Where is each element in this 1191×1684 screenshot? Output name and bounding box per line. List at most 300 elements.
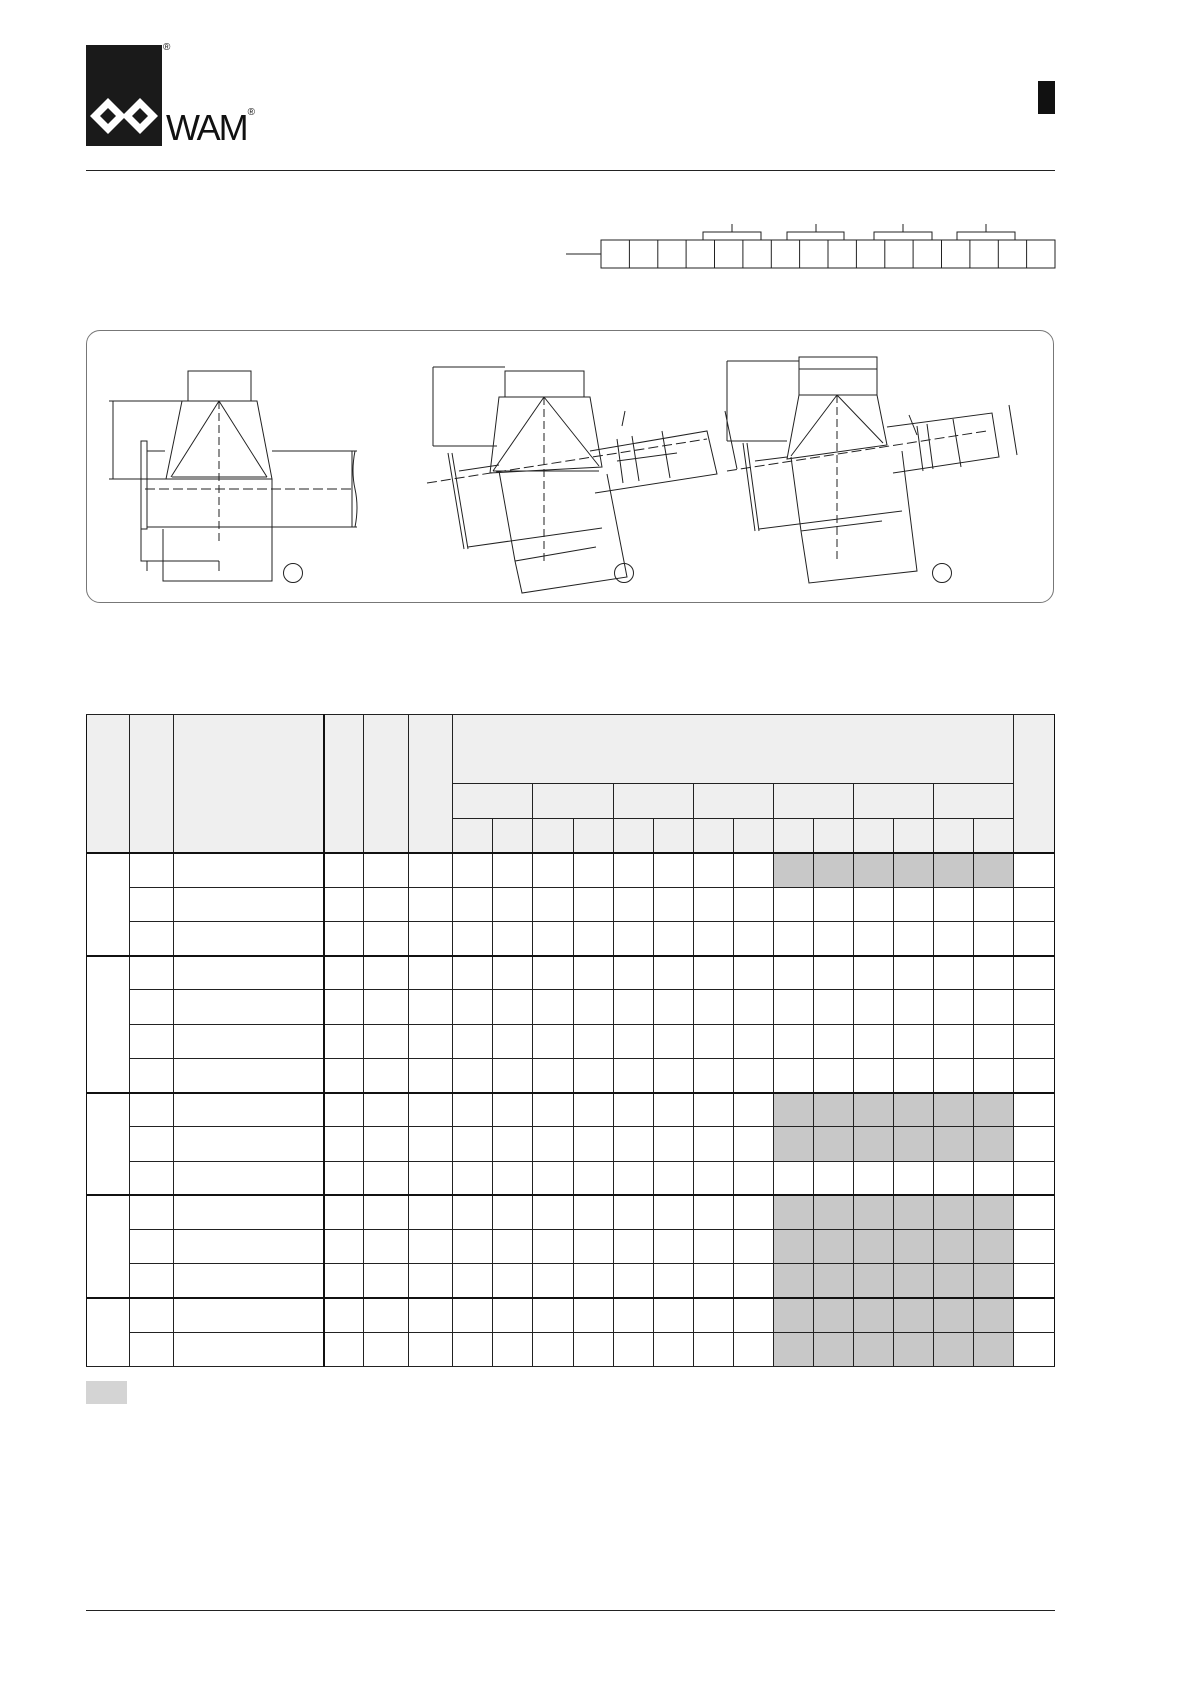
table-cell <box>174 956 325 990</box>
table-cell <box>773 1298 813 1332</box>
table-cell <box>853 1298 893 1332</box>
table-cell <box>974 887 1014 921</box>
table-cell <box>853 956 893 990</box>
table-cell <box>773 1127 813 1161</box>
header-group <box>853 784 933 819</box>
section-tab-marker <box>1038 81 1055 114</box>
variant-marker-2 <box>614 563 634 583</box>
table-cell <box>129 1058 174 1092</box>
table-cell <box>733 1024 773 1058</box>
table-cell <box>493 1024 533 1058</box>
table-cell <box>733 1093 773 1127</box>
table-cell <box>364 990 409 1024</box>
table-cell <box>653 887 693 921</box>
table-cell <box>853 887 893 921</box>
table-cell <box>853 990 893 1024</box>
table-cell <box>453 1264 493 1298</box>
registered-mark: ® <box>163 42 171 53</box>
table-cell <box>533 1298 573 1332</box>
table-cell <box>364 853 409 887</box>
table-cell <box>733 1229 773 1263</box>
table-cell <box>653 990 693 1024</box>
table-cell <box>1014 853 1055 887</box>
table-cell <box>974 1195 1014 1229</box>
table-row <box>87 1332 1055 1366</box>
table-cell <box>1014 1298 1055 1332</box>
table-cell <box>693 956 733 990</box>
table-cell <box>533 1127 573 1161</box>
table-cell <box>408 1058 453 1092</box>
table-cell <box>653 1264 693 1298</box>
table-cell <box>129 853 174 887</box>
table-cell <box>613 956 653 990</box>
table-cell <box>613 1332 653 1366</box>
table-cell <box>453 1024 493 1058</box>
table-cell <box>733 1298 773 1332</box>
table-cell <box>693 853 733 887</box>
table-row <box>87 1058 1055 1092</box>
table-cell <box>853 1229 893 1263</box>
table-cell <box>364 1058 409 1092</box>
table-cell <box>453 1195 493 1229</box>
table-cell <box>493 1229 533 1263</box>
table-cell <box>324 1024 363 1058</box>
table-cell <box>974 1229 1014 1263</box>
table-cell <box>573 956 613 990</box>
table-cell <box>453 1298 493 1332</box>
table-cell <box>613 1024 653 1058</box>
table-cell <box>324 990 363 1024</box>
table-cell <box>974 1024 1014 1058</box>
table-cell <box>934 1161 974 1195</box>
table-cell <box>733 1195 773 1229</box>
header-subcell <box>773 818 813 853</box>
table-cell <box>733 1161 773 1195</box>
drawing-variant-3 <box>727 357 1017 583</box>
table-cell <box>129 1024 174 1058</box>
table-cell <box>653 853 693 887</box>
header-group <box>773 784 853 819</box>
table-cell <box>894 922 934 956</box>
table-cell <box>894 887 934 921</box>
table-cell <box>533 1093 573 1127</box>
table-cell <box>853 1332 893 1366</box>
table-cell <box>853 853 893 887</box>
table-cell <box>453 1058 493 1092</box>
table-cell <box>974 1093 1014 1127</box>
table-cell <box>573 1024 613 1058</box>
table-row <box>87 887 1055 921</box>
table-cell <box>974 1127 1014 1161</box>
table-cell <box>453 990 493 1024</box>
table-cell <box>533 1058 573 1092</box>
table-cell <box>894 1229 934 1263</box>
table-cell <box>324 853 363 887</box>
table-cell <box>853 1195 893 1229</box>
table-cell <box>573 922 613 956</box>
table-cell <box>174 1264 325 1298</box>
table-cell <box>174 1195 325 1229</box>
header-cell <box>408 715 453 854</box>
table-cell <box>364 1161 409 1195</box>
table-cell <box>174 1229 325 1263</box>
table-cell <box>1014 887 1055 921</box>
table-row <box>87 922 1055 956</box>
table-cell <box>533 956 573 990</box>
table-cell <box>894 1298 934 1332</box>
table-cell <box>1014 1093 1055 1127</box>
table-cell <box>129 1093 174 1127</box>
drawing-variant-1 <box>109 371 357 581</box>
table-cell <box>1014 1127 1055 1161</box>
table-cell <box>613 1195 653 1229</box>
header-cell <box>87 715 130 854</box>
table-cell <box>453 956 493 990</box>
variant-marker-1 <box>283 563 303 583</box>
table-cell <box>324 1058 363 1092</box>
table-row <box>87 1229 1055 1263</box>
table-cell <box>773 1195 813 1229</box>
table-cell <box>174 1024 325 1058</box>
table-cell <box>324 956 363 990</box>
header-subcell <box>493 818 533 853</box>
table-cell <box>453 1127 493 1161</box>
header-cell <box>129 715 174 854</box>
table-cell <box>653 1298 693 1332</box>
table-cell <box>974 1058 1014 1092</box>
table-cell <box>853 1024 893 1058</box>
table-cell <box>1014 1024 1055 1058</box>
row-group-cell <box>87 1093 130 1196</box>
table-cell <box>533 1024 573 1058</box>
table-cell <box>533 887 573 921</box>
table-cell <box>129 1195 174 1229</box>
table-cell <box>974 1161 1014 1195</box>
table-cell <box>693 1298 733 1332</box>
table-cell <box>324 887 363 921</box>
table-cell <box>613 1298 653 1332</box>
table-cell <box>773 1264 813 1298</box>
table-cell <box>364 1298 409 1332</box>
header-subcell <box>453 818 493 853</box>
table-cell <box>573 1195 613 1229</box>
table-cell <box>894 990 934 1024</box>
header-group <box>613 784 693 819</box>
table-cell <box>324 1229 363 1263</box>
table-cell <box>653 1024 693 1058</box>
table-cell <box>573 1264 613 1298</box>
shaded-legend-swatch <box>86 1381 127 1404</box>
table-cell <box>364 1024 409 1058</box>
table-cell <box>324 1093 363 1127</box>
wam-logo-mark <box>86 45 162 146</box>
table-cell <box>573 853 613 887</box>
table-cell <box>773 853 813 887</box>
table-cell <box>174 1332 325 1366</box>
table-cell <box>408 1195 453 1229</box>
table-cell <box>934 1058 974 1092</box>
brand-registered-mark: ® <box>247 107 256 118</box>
table-cell <box>693 1332 733 1366</box>
table-cell <box>408 1264 453 1298</box>
table-cell <box>693 1264 733 1298</box>
table-cell <box>533 1264 573 1298</box>
table-cell <box>129 1127 174 1161</box>
header-subcell <box>613 818 653 853</box>
table-cell <box>693 1024 733 1058</box>
table-cell <box>573 1093 613 1127</box>
table-cell <box>693 1161 733 1195</box>
table-cell <box>408 990 453 1024</box>
table-cell <box>813 956 853 990</box>
row-group-cell <box>87 1195 130 1298</box>
table-cell <box>364 1332 409 1366</box>
table-cell <box>573 1332 613 1366</box>
header-subcell <box>853 818 893 853</box>
table-cell <box>1014 1161 1055 1195</box>
footer-rule <box>86 1610 1055 1611</box>
table-cell <box>408 853 453 887</box>
header-group-span <box>453 715 1014 784</box>
table-cell <box>813 1195 853 1229</box>
table-cell <box>693 1093 733 1127</box>
table-cell <box>493 956 533 990</box>
table-cell <box>693 922 733 956</box>
table-cell <box>894 1093 934 1127</box>
header-rule <box>86 170 1055 171</box>
table-cell <box>1014 956 1055 990</box>
table-cell <box>533 853 573 887</box>
table-row <box>87 1298 1055 1332</box>
header-cell <box>364 715 409 854</box>
table-cell <box>453 1229 493 1263</box>
table-cell <box>853 922 893 956</box>
table-cell <box>613 990 653 1024</box>
table-cell <box>693 1127 733 1161</box>
table-cell <box>773 1058 813 1092</box>
table-cell <box>453 887 493 921</box>
table-cell <box>773 990 813 1024</box>
header-group <box>533 784 613 819</box>
table-cell <box>364 887 409 921</box>
header-subcell <box>653 818 693 853</box>
table-cell <box>653 1229 693 1263</box>
table-cell <box>894 1058 934 1092</box>
table-cell <box>613 853 653 887</box>
header-group <box>453 784 533 819</box>
table-cell <box>853 1264 893 1298</box>
table-cell <box>934 1127 974 1161</box>
table-cell <box>174 1127 325 1161</box>
table-cell <box>733 1264 773 1298</box>
row-group-cell <box>87 956 130 1093</box>
table-cell <box>813 1264 853 1298</box>
brand-wordmark <box>166 107 255 149</box>
table-cell <box>613 1093 653 1127</box>
table-cell <box>1014 990 1055 1024</box>
table-cell <box>974 922 1014 956</box>
table-cell <box>733 1332 773 1366</box>
table-row <box>87 1093 1055 1127</box>
table-cell <box>493 1093 533 1127</box>
table-row <box>87 956 1055 990</box>
table-cell <box>653 956 693 990</box>
dimensions-grid <box>86 714 1055 1367</box>
table-cell <box>934 1332 974 1366</box>
table-cell <box>408 1298 453 1332</box>
table-cell <box>934 1264 974 1298</box>
drawing-variant-2 <box>427 367 737 593</box>
table-cell <box>453 1161 493 1195</box>
table-cell <box>974 1264 1014 1298</box>
drawing-panel <box>86 330 1054 603</box>
table-cell <box>853 1127 893 1161</box>
table-cell <box>129 922 174 956</box>
table-cell <box>408 887 453 921</box>
table-cell <box>129 1161 174 1195</box>
table-cell <box>129 1298 174 1332</box>
table-cell <box>653 922 693 956</box>
table-cell <box>364 1264 409 1298</box>
table-cell <box>813 1332 853 1366</box>
table-cell <box>1014 1058 1055 1092</box>
table-cell <box>613 922 653 956</box>
table-cell <box>324 1195 363 1229</box>
table-cell <box>408 922 453 956</box>
table-cell <box>408 1127 453 1161</box>
table-cell <box>493 1298 533 1332</box>
table-cell <box>1014 1229 1055 1263</box>
header-subcell <box>974 818 1014 853</box>
table-cell <box>364 1093 409 1127</box>
table-cell <box>174 1058 325 1092</box>
table-cell <box>934 1093 974 1127</box>
table-cell <box>613 1264 653 1298</box>
table-cell <box>773 1024 813 1058</box>
header-subcell <box>934 818 974 853</box>
table-cell <box>364 1229 409 1263</box>
table-cell <box>573 1298 613 1332</box>
table-cell <box>174 1093 325 1127</box>
table-cell <box>129 887 174 921</box>
table-cell <box>573 1058 613 1092</box>
table-cell <box>733 853 773 887</box>
table-cell <box>853 1058 893 1092</box>
table-cell <box>408 1093 453 1127</box>
table-cell <box>813 1127 853 1161</box>
table-cell <box>653 1127 693 1161</box>
table-cell <box>773 1229 813 1263</box>
table-cell <box>408 1161 453 1195</box>
table-cell <box>453 853 493 887</box>
table-cell <box>1014 1195 1055 1229</box>
table-cell <box>693 1229 733 1263</box>
table-row <box>87 1264 1055 1298</box>
row-group-cell <box>87 1298 130 1367</box>
table-row <box>87 990 1055 1024</box>
table-cell <box>493 922 533 956</box>
table-row <box>87 1161 1055 1195</box>
table-cell <box>653 1093 693 1127</box>
header-group <box>693 784 773 819</box>
table-cell <box>324 1264 363 1298</box>
table-cell <box>733 922 773 956</box>
table-cell <box>493 1195 533 1229</box>
table-cell <box>324 1332 363 1366</box>
table-cell <box>129 1229 174 1263</box>
table-cell <box>1014 1332 1055 1366</box>
table-cell <box>573 1161 613 1195</box>
table-cell <box>408 1229 453 1263</box>
table-cell <box>533 1229 573 1263</box>
table-cell <box>533 922 573 956</box>
table-cell <box>853 1161 893 1195</box>
table-cell <box>324 1127 363 1161</box>
table-cell <box>533 990 573 1024</box>
table-cell <box>129 990 174 1024</box>
table-cell <box>364 1195 409 1229</box>
table-cell <box>324 922 363 956</box>
header-group <box>934 784 1014 819</box>
table-cell <box>573 990 613 1024</box>
table-row <box>87 1127 1055 1161</box>
table-cell <box>493 887 533 921</box>
table-cell <box>733 1127 773 1161</box>
table-cell <box>533 1195 573 1229</box>
table-cell <box>129 1264 174 1298</box>
table-cell <box>613 887 653 921</box>
table-cell <box>974 1298 1014 1332</box>
table-cell <box>653 1161 693 1195</box>
table-cell <box>934 1195 974 1229</box>
table-cell <box>813 1024 853 1058</box>
table-cell <box>573 1127 613 1161</box>
dimensions-table <box>86 714 1055 1367</box>
table-cell <box>813 922 853 956</box>
table-cell <box>733 887 773 921</box>
header-subcell <box>813 818 853 853</box>
table-cell <box>934 1024 974 1058</box>
table-cell <box>733 1058 773 1092</box>
table-cell <box>453 1093 493 1127</box>
table-cell <box>693 887 733 921</box>
table-cell <box>773 1161 813 1195</box>
variant-marker-3 <box>932 563 952 583</box>
table-cell <box>894 1332 934 1366</box>
table-cell <box>894 1127 934 1161</box>
table-cell <box>813 1161 853 1195</box>
table-cell <box>174 990 325 1024</box>
table-cell <box>533 1332 573 1366</box>
table-cell <box>894 1161 934 1195</box>
table-cell <box>894 1264 934 1298</box>
table-cell <box>974 990 1014 1024</box>
brand-name: WAM <box>166 107 247 148</box>
table-cell <box>974 853 1014 887</box>
table-cell <box>934 1229 974 1263</box>
table-cell <box>773 922 813 956</box>
table-cell <box>573 1229 613 1263</box>
technical-drawings <box>87 331 1053 602</box>
table-cell <box>613 1229 653 1263</box>
table-row <box>87 1024 1055 1058</box>
table-cell <box>934 887 974 921</box>
table-cell <box>853 1093 893 1127</box>
table-cell <box>408 1332 453 1366</box>
table-cell <box>974 1332 1014 1366</box>
table-cell <box>653 1195 693 1229</box>
table-cell <box>773 1093 813 1127</box>
